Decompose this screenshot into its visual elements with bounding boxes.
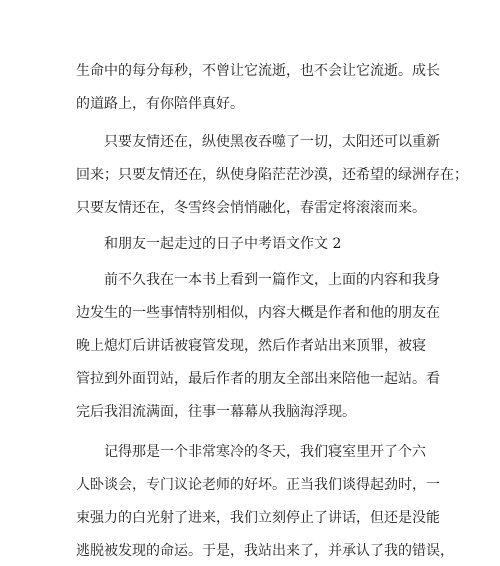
paragraph-first-line: 记得那是一个非常寒冷的冬天，我们寝室里开了个六 xyxy=(104,444,426,460)
section-heading: 和朋友一起走过的日子中考语文作文 2 xyxy=(104,236,342,252)
text-line: 人卧谈会，专门议论老师的好坏。正当我们谈得起劲时，一 xyxy=(76,477,440,493)
text-line: 完后我泪流满面，往事一幕幕从我脑海浮现。 xyxy=(76,404,356,420)
text-line: 晚上熄灯后讲话被寝管发现，然后作者站出来顶罪，被寝 xyxy=(76,338,426,354)
text-line: 只要友情还在，冬雪终会悄悄融化，春雷定将滚滚而来。 xyxy=(76,200,426,216)
text-line: 管拉到外面罚站，最后作者的朋友全部出来陪他一起站。看 xyxy=(76,371,440,387)
paragraph-first-line: 前不久我在一本书上看到一篇作文，上面的内容和我身 xyxy=(104,272,440,288)
text-line: 边发生的一些事情特别相似，内容大概是作者和他的朋友在 xyxy=(76,305,440,321)
text-line: 逃脱被发现的命运。于是，我站出来了，并承认了我的错误， xyxy=(76,543,454,559)
paragraph-first-line: 只要友情还在，纵使黑夜吞噬了一切，太阳还可以重新 xyxy=(104,134,440,150)
text-line: 束强力的白光射了进来，我们立刻停止了讲话，但还是没能 xyxy=(76,510,440,526)
text-line: 回来；只要友情还在，纵使身陷茫茫沙漠，还希望的绿洲存在； xyxy=(76,167,468,183)
text-line: 的道路上，有你陪伴真好。 xyxy=(76,96,244,112)
text-line: 生命中的每分每秒，不曾让它流逝，也不会让它流逝。成长 xyxy=(76,63,440,79)
